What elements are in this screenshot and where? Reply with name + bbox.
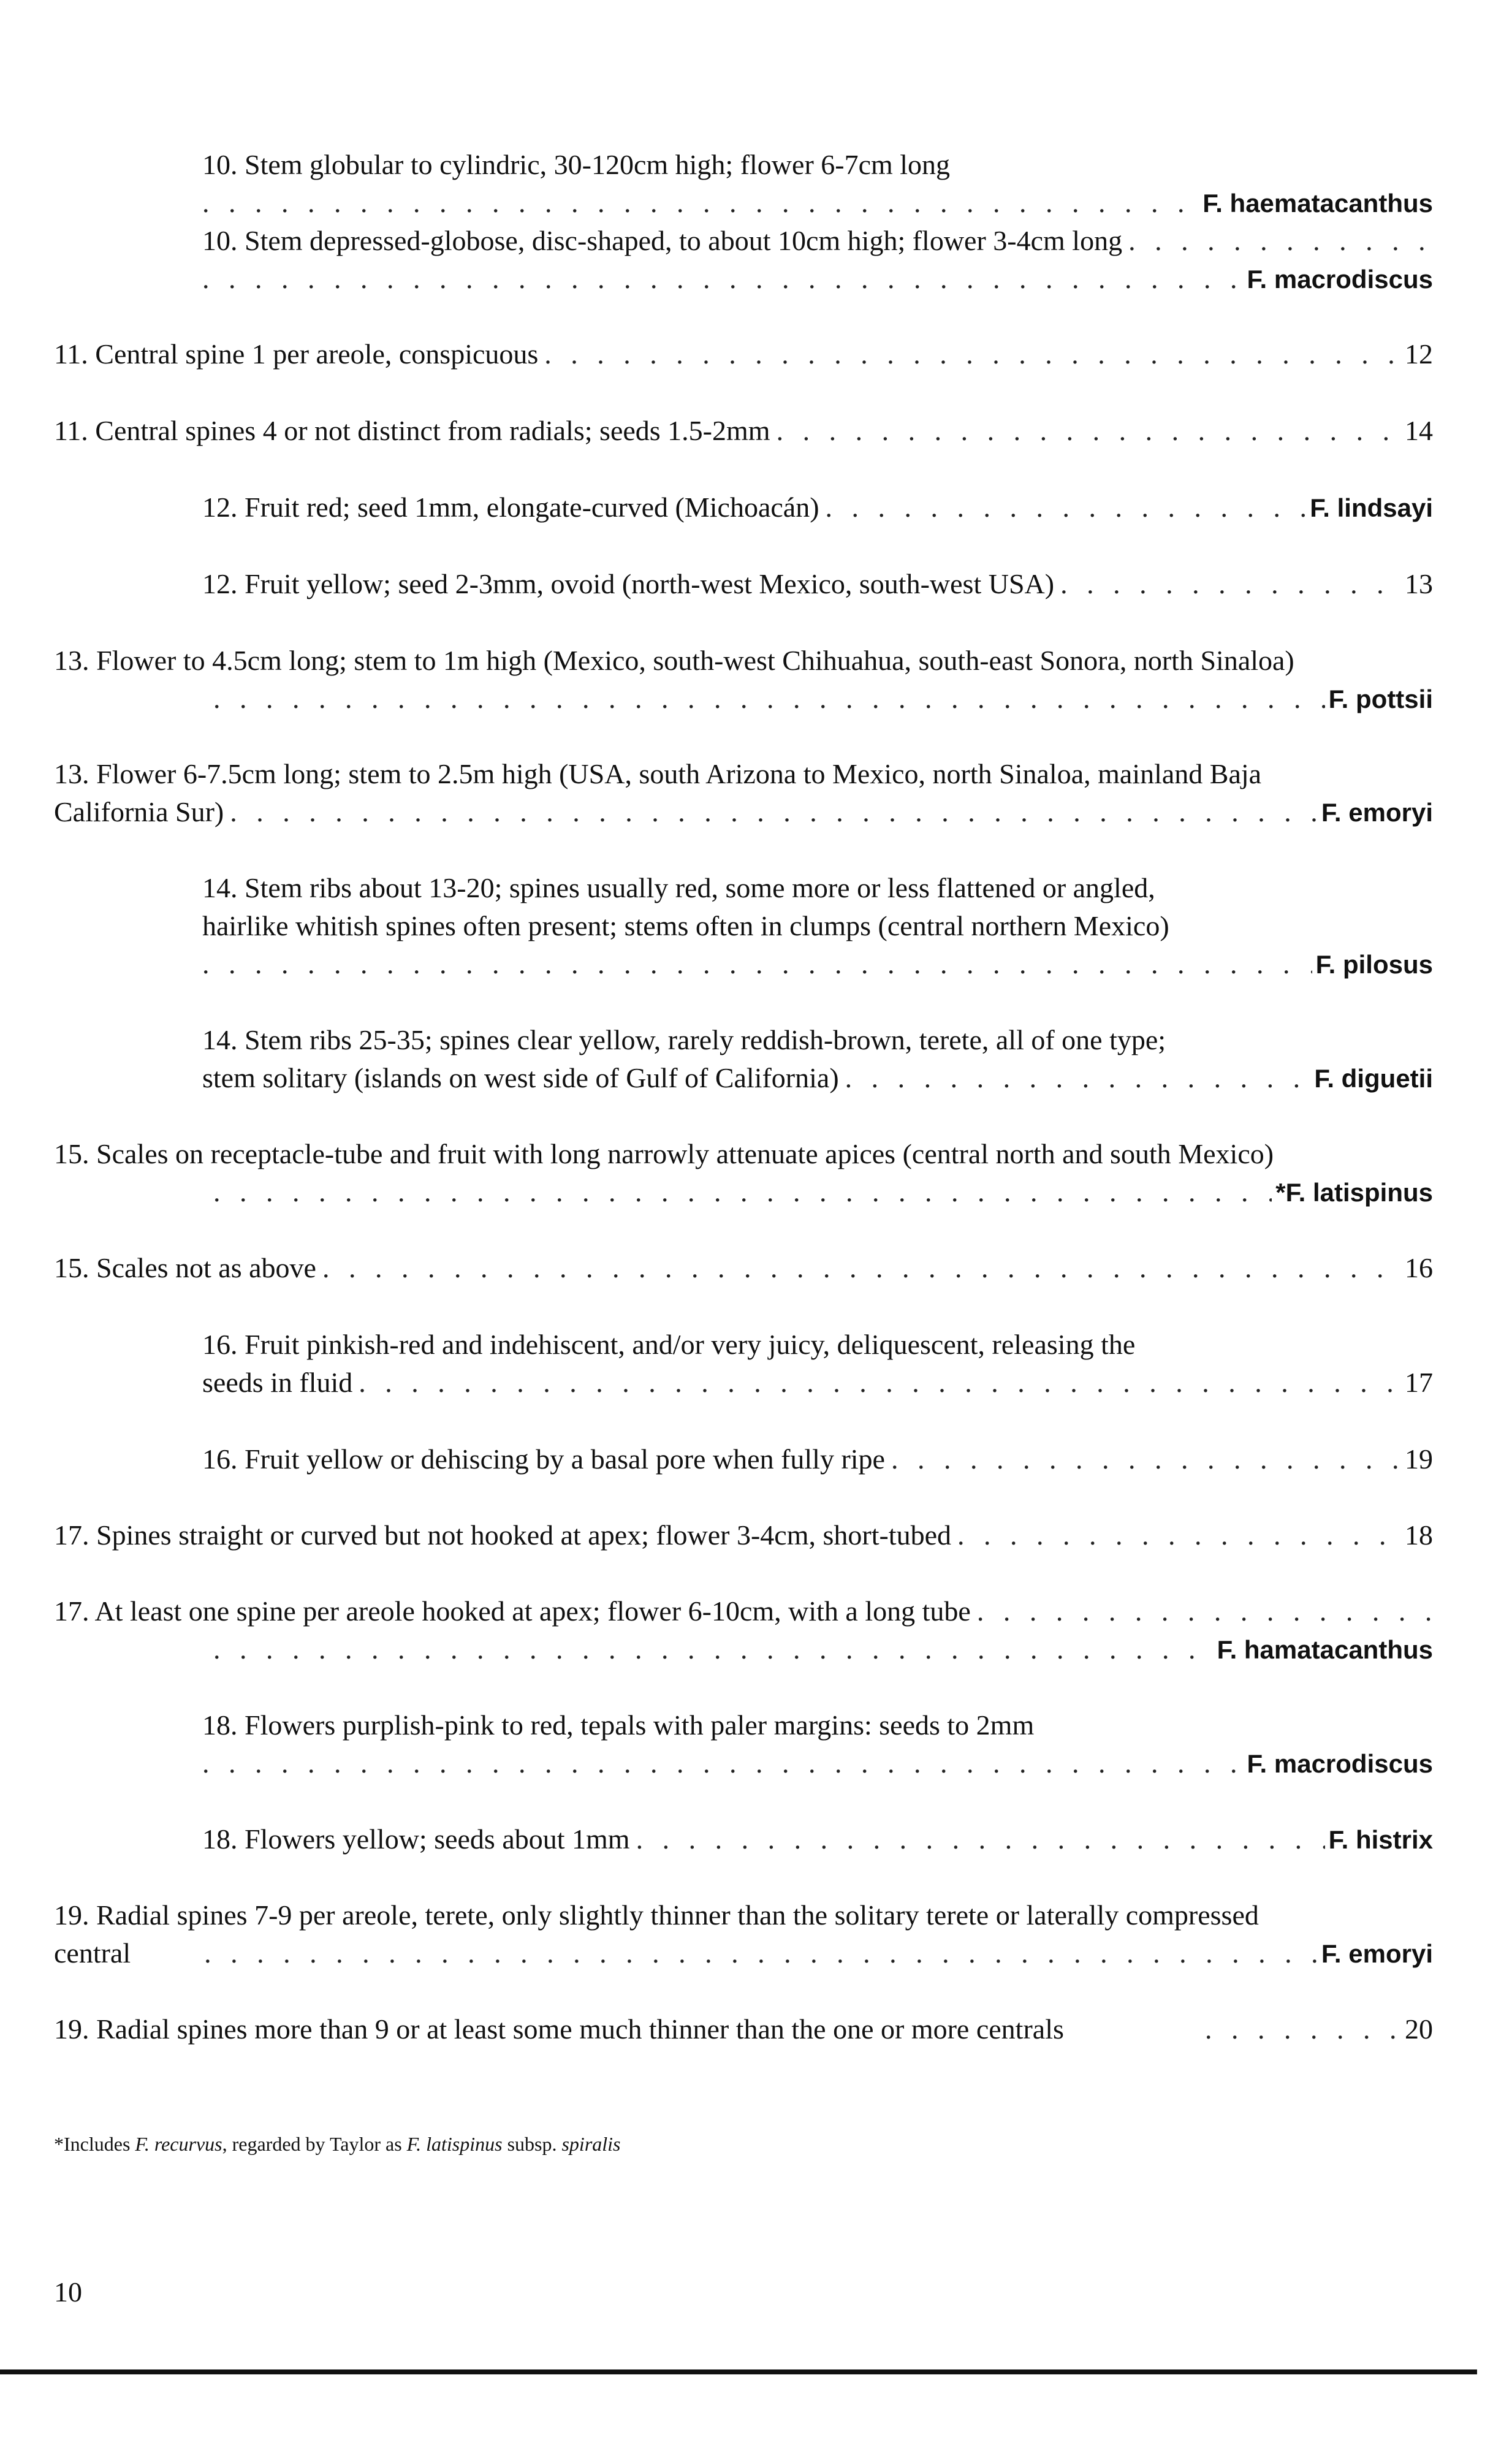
entry-line	[202, 1706, 1433, 1744]
entry-target: 16	[1405, 1252, 1433, 1283]
entry-text: 11. Central spine 1 per areole, conspicuous	[54, 338, 539, 370]
entry-line	[202, 565, 1433, 603]
entry-line	[202, 907, 1433, 945]
key-entry-10b	[202, 222, 1433, 298]
entry-target: 20	[1405, 2013, 1433, 2045]
entry-target: F. hamatacanthus	[1217, 1635, 1433, 1664]
dot-leader	[213, 1173, 1272, 1211]
entry-text: 11. Central spines 4 or not distinct from radials; seeds 1.5-2mm	[54, 415, 770, 446]
entry-line	[54, 1934, 1433, 1972]
footnote-text: *Includes	[54, 2133, 135, 2155]
entry-target: 14	[1405, 415, 1433, 446]
key-entry-18b	[202, 1820, 1433, 1858]
dot-leader	[359, 1364, 1401, 1402]
entry-line	[54, 642, 1433, 680]
dot-leader	[845, 1059, 1311, 1097]
dot-leader	[957, 1516, 1401, 1554]
entry-line	[202, 1364, 1433, 1402]
entry-line	[202, 1744, 1433, 1782]
entry-line	[202, 1440, 1433, 1478]
entry-text: 16. Fruit pinkish-red and indehiscent, and/or very juicy, deliquescent, releasing the	[202, 1329, 1136, 1360]
footnote-text: , regarded by Taylor as	[222, 2133, 407, 2155]
entry-target: F. macrodiscus	[1247, 1749, 1433, 1778]
dot-leader	[1205, 2010, 1401, 2048]
entry-target: 13	[1405, 568, 1433, 599]
entry-line	[54, 793, 1433, 831]
entry-line	[54, 2010, 1433, 2048]
dot-leader	[1060, 565, 1401, 603]
entry-line	[54, 1173, 1433, 1211]
entry-line	[202, 260, 1433, 298]
entry-text: 13. Flower 6-7.5cm long; stem to 2.5m high (USA, south Arizona to Mexico, north Sinaloa, mainland Baja	[54, 758, 1262, 789]
key-entry-16a	[202, 1326, 1433, 1402]
entry-target: 19	[1405, 1443, 1433, 1475]
entry-line	[202, 1326, 1433, 1364]
entry-target: *F. latispinus	[1275, 1178, 1433, 1207]
entry-line	[202, 869, 1433, 907]
footnote-subspecies: spiralis	[561, 2133, 621, 2155]
key-entry-19a	[54, 1896, 1433, 1972]
entry-text: 19. Radial spines more than 9 or at least some much thinner than the one or more centrals	[54, 2013, 1064, 2045]
entry-line	[54, 680, 1433, 718]
entry-text: central	[54, 1937, 131, 1969]
entry-text: 14. Stem ribs 25-35; spines clear yellow, rarely reddish-brown, terete, all of one type;	[202, 1024, 1166, 1055]
entry-line	[54, 1630, 1433, 1668]
entry-text: 19. Radial spines 7-9 per areole, terete, only slightly thinner than the solitary terete or laterally compressed	[54, 1899, 1259, 1931]
key-entry-14b	[202, 1021, 1433, 1097]
entry-text: 14. Stem ribs about 13-20; spines usually red, some more or less flattened or angled,	[202, 872, 1155, 903]
entry-text: 18. Flowers purplish-pink to red, tepals with paler margins: seeds to 2mm	[202, 1709, 1035, 1741]
entry-line	[54, 1592, 1433, 1630]
entry-line	[202, 184, 1433, 222]
entry-line	[54, 1516, 1433, 1554]
entry-text: 15. Scales on receptacle-tube and fruit with long narrowly attenuate apices (central north and south Mexico)	[54, 1138, 1274, 1169]
dot-leader	[1128, 222, 1433, 260]
dot-leader	[202, 1744, 1244, 1782]
dot-leader	[891, 1440, 1401, 1478]
entry-line	[202, 945, 1433, 983]
entry-target: 12	[1405, 338, 1433, 370]
dot-leader	[826, 488, 1307, 526]
key-entry-11a	[54, 335, 1433, 373]
dot-leader	[322, 1249, 1401, 1287]
entry-text: 18. Flowers yellow; seeds about 1mm	[202, 1823, 630, 1855]
page-number: 10	[54, 2276, 82, 2308]
entry-line	[202, 1820, 1433, 1858]
key-entry-15b	[54, 1249, 1433, 1287]
entry-target: 18	[1405, 1519, 1433, 1551]
bottom-rule	[0, 2369, 1477, 2374]
dot-leader	[202, 260, 1244, 298]
entry-target: F. histrix	[1328, 1825, 1433, 1854]
dot-leader	[777, 412, 1401, 450]
key-entry-17a	[54, 1516, 1433, 1554]
entry-target: 17	[1405, 1367, 1433, 1398]
key-entry-13b	[54, 755, 1433, 831]
entry-line	[54, 412, 1433, 450]
entry-text: California Sur)	[54, 796, 224, 827]
key-entry-10a	[202, 146, 1433, 222]
entry-text: 17. Spines straight or curved but not hooked at apex; flower 3-4cm, short-tubed	[54, 1519, 952, 1551]
entry-target: F. pottsii	[1328, 685, 1433, 713]
key-entry-14a	[202, 869, 1433, 983]
entry-line	[202, 1021, 1433, 1059]
entry-line	[54, 1135, 1433, 1173]
footnote-species: F. recurvus	[135, 2133, 222, 2155]
key-entry-16b	[202, 1440, 1433, 1478]
dot-leader	[213, 680, 1325, 718]
key-entry-17b	[54, 1592, 1433, 1668]
entry-target: F. pilosus	[1315, 950, 1433, 979]
key-entry-13a	[54, 642, 1433, 718]
footnote-text: subsp.	[502, 2133, 562, 2155]
footnote-species: F. latispinus	[406, 2133, 503, 2155]
dot-leader	[204, 1934, 1318, 1972]
entry-text: 12. Fruit red; seed 1mm, elongate-curved (Michoacán)	[202, 492, 819, 523]
entry-text: 12. Fruit yellow; seed 2-3mm, ovoid (north-west Mexico, south-west USA)	[202, 568, 1055, 599]
entry-target: F. emoryi	[1321, 798, 1433, 827]
entry-text: 10. Stem depressed-globose, disc-shaped, to about 10cm high; flower 3-4cm long	[202, 225, 1123, 256]
footnote	[54, 2132, 621, 2156]
entry-text: hairlike whitish spines often present; stems often in clumps (central northern Mexico)	[202, 910, 1169, 941]
dot-leader	[213, 1630, 1214, 1668]
entry-line	[202, 488, 1433, 526]
key-entry-15a	[54, 1135, 1433, 1211]
entry-text: 15. Scales not as above	[54, 1252, 316, 1283]
entry-line	[202, 222, 1433, 260]
entry-line	[54, 1896, 1433, 1934]
entry-line	[54, 755, 1433, 793]
entry-line	[54, 1249, 1433, 1287]
dot-leader	[636, 1820, 1325, 1858]
entry-text: 10. Stem globular to cylindric, 30-120cm high; flower 6-7cm long	[202, 149, 951, 180]
entry-text: 13. Flower to 4.5cm long; stem to 1m high (Mexico, south-west Chihuahua, south-east Sonora, north Sinaloa)	[54, 645, 1294, 676]
entry-text: 16. Fruit yellow or dehiscing by a basal pore when fully ripe	[202, 1443, 885, 1475]
key-entry-11b	[54, 412, 1433, 450]
key-entry-12b	[202, 565, 1433, 603]
entry-target: F. lindsayi	[1310, 493, 1433, 522]
key-entry-19b	[54, 2010, 1433, 2048]
entry-target: F. diguetii	[1314, 1064, 1433, 1093]
key-entry-18a	[202, 1706, 1433, 1782]
dot-leader	[544, 335, 1401, 373]
entry-target: F. emoryi	[1321, 1939, 1433, 1968]
entry-line	[54, 335, 1433, 373]
entry-text: 17. At least one spine per areole hooked at apex; flower 6-10cm, with a long tube	[54, 1595, 971, 1627]
entry-target: F. haematacanthus	[1202, 189, 1433, 218]
entry-line	[202, 1059, 1433, 1097]
key-entry-12a	[202, 488, 1433, 526]
dot-leader	[977, 1592, 1433, 1630]
entry-line	[202, 146, 1433, 184]
dot-leader	[202, 184, 1199, 222]
entry-text: seeds in fluid	[202, 1367, 353, 1398]
dot-leader	[230, 793, 1318, 831]
dot-leader	[202, 945, 1312, 983]
entry-text: stem solitary (islands on west side of Gulf of California)	[202, 1062, 839, 1093]
entry-target: F. macrodiscus	[1247, 265, 1433, 294]
